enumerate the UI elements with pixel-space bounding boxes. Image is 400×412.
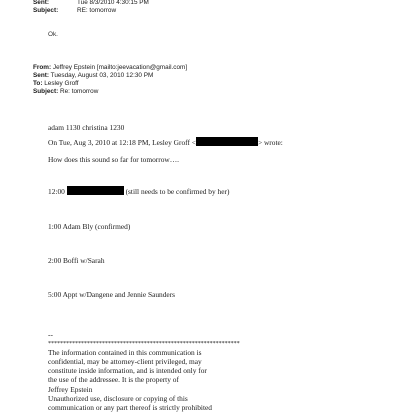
body-line-schedule: adam 1130 christina 1230	[48, 123, 125, 132]
quote-intro-post: > wrote:	[257, 138, 283, 147]
to-value: Lesley Groff	[44, 80, 79, 87]
slot-1-time: 12:00	[48, 187, 65, 196]
slot-1	[48, 186, 229, 196]
sent-value: Tue 8/3/2010 4:30:15 PM	[77, 0, 149, 6]
disclaimer-line: Unauthorized use, disclosure or copying of this	[48, 393, 188, 403]
orig-sent-value: Tuesday, August 03, 2010 12:30 PM	[50, 72, 154, 79]
slot-3: 2:00 Boffi w/Sarah	[48, 256, 105, 265]
orig-subject-value: Re: tomorrow	[60, 88, 99, 95]
reply-subject-row	[33, 7, 116, 15]
sent-label: Sent:	[33, 0, 49, 6]
slot-4: 5:00 Appt w/Dangene and Jennie Saunders	[48, 290, 176, 299]
redaction-block	[67, 186, 124, 195]
orig-from-row	[33, 64, 187, 72]
disclaimer-line: the use of the addressee. It is the property of	[48, 375, 179, 385]
slot-2: 1:00 Adam Bly (confirmed)	[48, 222, 131, 231]
to-label: To:	[33, 80, 43, 87]
disclaimer-dash: --	[48, 330, 53, 339]
redaction-block	[196, 137, 258, 146]
reply-sent-row	[33, 0, 149, 7]
reply-body: Ok.	[48, 31, 58, 38]
subject-label: Subject:	[33, 7, 59, 14]
slot-1-note: (still needs to be confirmed by her)	[125, 187, 230, 196]
disclaimer-line: communication or any part thereof is strictly prohibited	[48, 402, 212, 412]
orig-sent-label: Sent:	[33, 72, 49, 79]
disclaimer-line: Jeffrey Epstein	[48, 384, 93, 394]
orig-subject-label: Subject:	[33, 88, 59, 95]
orig-sent-row	[33, 72, 153, 80]
quote-intro-pre: On Tue, Aug 3, 2010 at 12:18 PM, Lesley Groff <	[48, 138, 196, 147]
disclaimer-line: constitute inside information, and is intended only for	[48, 366, 207, 376]
disclaimer-line: confidential, may be attorney-client privileged, may	[48, 357, 202, 367]
subject-value: RE: tomorrow	[77, 7, 117, 14]
quote-question: How does this sound so far for tomorrow….	[48, 155, 179, 164]
disclaimer-stars: ****************************************************************	[48, 340, 240, 348]
from-label: From:	[33, 64, 52, 71]
orig-to-row	[33, 80, 79, 88]
quote-intro	[48, 137, 283, 147]
orig-subject-row	[33, 88, 98, 96]
from-value: Jeffrey Epstein [mailto:jeevacation@gmail.com]	[52, 64, 188, 71]
disclaimer-line: The information contained in this communication is	[48, 348, 202, 358]
